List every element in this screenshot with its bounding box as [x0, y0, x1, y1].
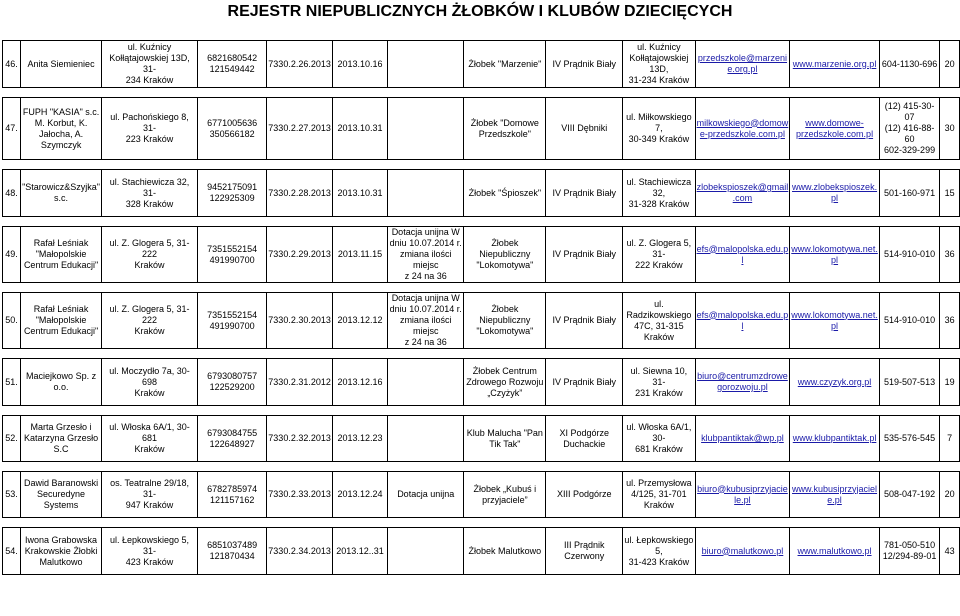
facility-address: ul. Przemysłowa 4/125, 31-701 Kraków: [623, 472, 695, 518]
owner-name: Iwona Grabowska Krakowskie Żłobki Malutkowo: [21, 528, 102, 575]
owner-name: Marta Grzesło i Katarzyna Grzesło S.C: [21, 416, 102, 462]
facility-name: Żłobek "Śpioszek": [464, 170, 546, 217]
registry-number: 7330.2.29.2013: [267, 227, 333, 283]
registry-number: 7330.2.31.2012: [267, 359, 333, 406]
nip-regon: 9452175091 122925309: [198, 170, 267, 217]
facility-address: ul. Stachiewicza 32, 31-328 Kraków: [623, 170, 695, 217]
nip-regon: 6851037489 121870434: [198, 528, 267, 575]
website-link[interactable]: www.domowe- przedszkole.com.pl: [790, 98, 880, 160]
entry-number: 46.: [3, 41, 21, 88]
entry-date: 2013.10.16: [332, 41, 387, 88]
owner-name: FUPH "KASIA" s.c. M. Korbut, K. Jałocha, A. Szymczyk: [21, 98, 102, 160]
phone: 781-050-510 12/294-89-01: [879, 528, 939, 575]
registry-number: 7330.2.28.2013: [267, 170, 333, 217]
entry-number: 54.: [3, 528, 21, 575]
row-gap: [3, 283, 960, 293]
entry-date: 2013.12..31: [332, 528, 387, 575]
facility-name: Żłobek „Kubuś i przyjaciele”: [464, 472, 546, 518]
entry-date: 2013.12.23: [332, 416, 387, 462]
entry-number: 52.: [3, 416, 21, 462]
table-row: [3, 227, 960, 283]
district: IV Prądnik Biały: [546, 359, 623, 406]
phone: 535-576-545: [879, 416, 939, 462]
nip-regon: 7351552154 491990700: [198, 293, 267, 349]
facility-address: ul. Radzikowskiego 47C, 31-315 Kraków: [623, 293, 695, 349]
district: IV Prądnik Biały: [546, 227, 623, 283]
entry-date: 2013.12.16: [332, 359, 387, 406]
facility-address: ul. Kuźnicy Kołłątajowskiej 13D, 31-234 Kraków: [623, 41, 695, 88]
registry-number: 7330.2.26.2013: [267, 41, 333, 88]
facility-address: ul. Łepkowskiego 5, 31-423 Kraków: [623, 528, 695, 575]
website-link[interactable]: www.marzenie.org.pl: [790, 41, 880, 88]
notes: Dotacja unijna: [388, 472, 464, 518]
notes: Dotacja unijna W dniu 10.07.2014 r. zmiana ilości miejsc z 24 na 36: [388, 227, 464, 283]
table-row: [3, 293, 960, 349]
page-title: REJESTR NIEPUBLICZNYCH ŻŁOBKÓW I KLUBÓW DZIECIĘCYCH: [227, 3, 733, 20]
facility-name: Żłobek "Domowe Przedszkole": [464, 98, 546, 160]
nip-regon: 6782785974 121157162: [198, 472, 267, 518]
phone: 519-507-513: [879, 359, 939, 406]
notes: [388, 528, 464, 575]
notes: [388, 41, 464, 88]
entry-date: 2013.10.31: [332, 170, 387, 217]
notes: [388, 170, 464, 217]
entry-number: 49.: [3, 227, 21, 283]
nip-regon: 6821680542 121549442: [198, 41, 267, 88]
email-link[interactable]: efs@malopolska.edu.p l: [695, 227, 790, 283]
owner-name: Rafał Leśniak "Małopolskie Centrum Edukacji": [21, 293, 102, 349]
phone: 508-047-192: [879, 472, 939, 518]
facility-name: Żłobek Niepubliczny "Lokomotywa": [464, 227, 546, 283]
registry-table: [2, 40, 960, 575]
registry-number: 7330.2.32.2013: [267, 416, 333, 462]
facility-address: ul. Miłkowskiego 7, 30-349 Kraków: [623, 98, 695, 160]
facility-name: Żłobek Centrum Zdrowego Rozwoju „Czyżyk”: [464, 359, 546, 406]
owner-address: ul. Z. Glogera 5, 31-222 Kraków: [102, 227, 198, 283]
row-gap: [3, 462, 960, 472]
email-link[interactable]: milkowskiego@domow e-przedszkole.com.pl: [695, 98, 790, 160]
owner-address: ul. Włoska 6A/1, 30-681 Kraków: [102, 416, 198, 462]
table-row: [3, 528, 960, 575]
owner-name: "Starowicz&Szyjka" s.c.: [21, 170, 102, 217]
email-link[interactable]: zlobekspioszek@gmail .com: [695, 170, 790, 217]
owner-address: ul. Łepkowskiego 5, 31- 423 Kraków: [102, 528, 198, 575]
district: IV Prądnik Biały: [546, 41, 623, 88]
nip-regon: 6793084755 122648927: [198, 416, 267, 462]
facility-name: Klub Malucha "Pan Tik Tak": [464, 416, 546, 462]
email-link[interactable]: biuro@centrumzdrowe gorozwoju.pl: [695, 359, 790, 406]
facility-name: Żłobek Malutkowo: [464, 528, 546, 575]
row-gap: [3, 88, 960, 98]
capacity: 30: [940, 98, 960, 160]
facility-address: ul. Siewna 10, 31- 231 Kraków: [623, 359, 695, 406]
notes: Dotacja unijna W dniu 10.07.2014 r. zmiana ilości miejsc z 24 na 36: [388, 293, 464, 349]
entry-number: 47.: [3, 98, 21, 160]
owner-address: ul. Moczydło 7a, 30-698 Kraków: [102, 359, 198, 406]
phone: 604-1130-696: [879, 41, 939, 88]
entry-date: 2013.12.12: [332, 293, 387, 349]
table-row: [3, 170, 960, 217]
owner-name: Dawid Baranowski Securedyne Systems: [21, 472, 102, 518]
district: XIII Podgórze: [546, 472, 623, 518]
entry-date: 2013.12.24: [332, 472, 387, 518]
owner-address: ul. Stachiewicza 32, 31- 328 Kraków: [102, 170, 198, 217]
website-link[interactable]: www.klubpantiktak.pl: [790, 416, 880, 462]
table-row: [3, 98, 960, 160]
owner-name: Maciejkowo Sp. z o.o.: [21, 359, 102, 406]
registry-number: 7330.2.33.2013: [267, 472, 333, 518]
website-link[interactable]: www.zlobekspioszek. pl: [790, 170, 880, 217]
notes: [388, 416, 464, 462]
entry-number: 51.: [3, 359, 21, 406]
capacity: 15: [940, 170, 960, 217]
entry-date: 2013.11.15: [332, 227, 387, 283]
registry-number: 7330.2.34.2013: [267, 528, 333, 575]
row-gap: [3, 349, 960, 359]
notes: [388, 98, 464, 160]
email-link[interactable]: efs@malopolska.edu.p l: [695, 293, 790, 349]
notes: [388, 359, 464, 406]
phone: (12) 415-30-07 (12) 416-88-60 602-329-299: [879, 98, 939, 160]
district: XI Podgórze Duchackie: [546, 416, 623, 462]
nip-regon: 6771005636 350566182: [198, 98, 267, 160]
owner-address: ul. Z. Glogera 5, 31-222 Kraków: [102, 293, 198, 349]
owner-address: ul. Pachońskiego 8, 31- 223 Kraków: [102, 98, 198, 160]
table-row: [3, 472, 960, 518]
registry-number: 7330.2.30.2013: [267, 293, 333, 349]
website-link[interactable]: www.lokomotywa.net. pl: [790, 227, 880, 283]
registry-number: 7330.2.27.2013: [267, 98, 333, 160]
nip-regon: 7351552154 491990700: [198, 227, 267, 283]
phone: 501-160-971: [879, 170, 939, 217]
capacity: 20: [940, 472, 960, 518]
table-row: [3, 416, 960, 462]
website-link[interactable]: www.czyzyk.org.pl: [790, 359, 880, 406]
row-gap: [3, 406, 960, 416]
entry-number: 50.: [3, 293, 21, 349]
district: III Prądnik Czerwony: [546, 528, 623, 575]
district: IV Prądnik Biały: [546, 293, 623, 349]
table-row: [3, 41, 960, 88]
owner-address: os. Teatralne 29/18, 31- 947 Kraków: [102, 472, 198, 518]
facility-name: Żłobek "Marzenie": [464, 41, 546, 88]
phone: 514-910-010: [879, 227, 939, 283]
capacity: 36: [940, 293, 960, 349]
email-link[interactable]: biuro@kubusiprzyjacie le.pl: [695, 472, 790, 518]
entry-date: 2013.10.31: [332, 98, 387, 160]
website-link[interactable]: www.malutkowo.pl: [790, 528, 880, 575]
nip-regon: 6793080757 122529200: [198, 359, 267, 406]
facility-address: ul. Włoska 6A/1, 30- 681 Kraków: [623, 416, 695, 462]
email-link[interactable]: biuro@malutkowo.pl: [695, 528, 790, 575]
email-link[interactable]: klubpantiktak@wp.pl: [695, 416, 790, 462]
capacity: 36: [940, 227, 960, 283]
owner-name: Rafał Leśniak "Małopolskie Centrum Edukacji": [21, 227, 102, 283]
phone: 514-910-010: [879, 293, 939, 349]
capacity: 19: [940, 359, 960, 406]
table-row: [3, 359, 960, 406]
district: VIII Dębniki: [546, 98, 623, 160]
entry-number: 53.: [3, 472, 21, 518]
email-link[interactable]: przedszkole@marzeni e.org.pl: [695, 41, 790, 88]
row-gap: [3, 217, 960, 227]
capacity: 20: [940, 41, 960, 88]
owner-name: Anita Siemieniec: [21, 41, 102, 88]
district: IV Prądnik Biały: [546, 170, 623, 217]
capacity: 43: [940, 528, 960, 575]
website-link[interactable]: www.kubusiprzyjaciel e.pl: [790, 472, 880, 518]
owner-address: ul. Kuźnicy Kołłątajowskiej 13D, 31- 234 Kraków: [102, 41, 198, 88]
capacity: 7: [940, 416, 960, 462]
row-gap: [3, 518, 960, 528]
facility-address: ul. Z. Glogera 5, 31- 222 Kraków: [623, 227, 695, 283]
entry-number: 48.: [3, 170, 21, 217]
row-gap: [3, 160, 960, 170]
facility-name: Żłobek Niepubliczny "Lokomotywa": [464, 293, 546, 349]
website-link[interactable]: www.lokomotywa.net. pl: [790, 293, 880, 349]
